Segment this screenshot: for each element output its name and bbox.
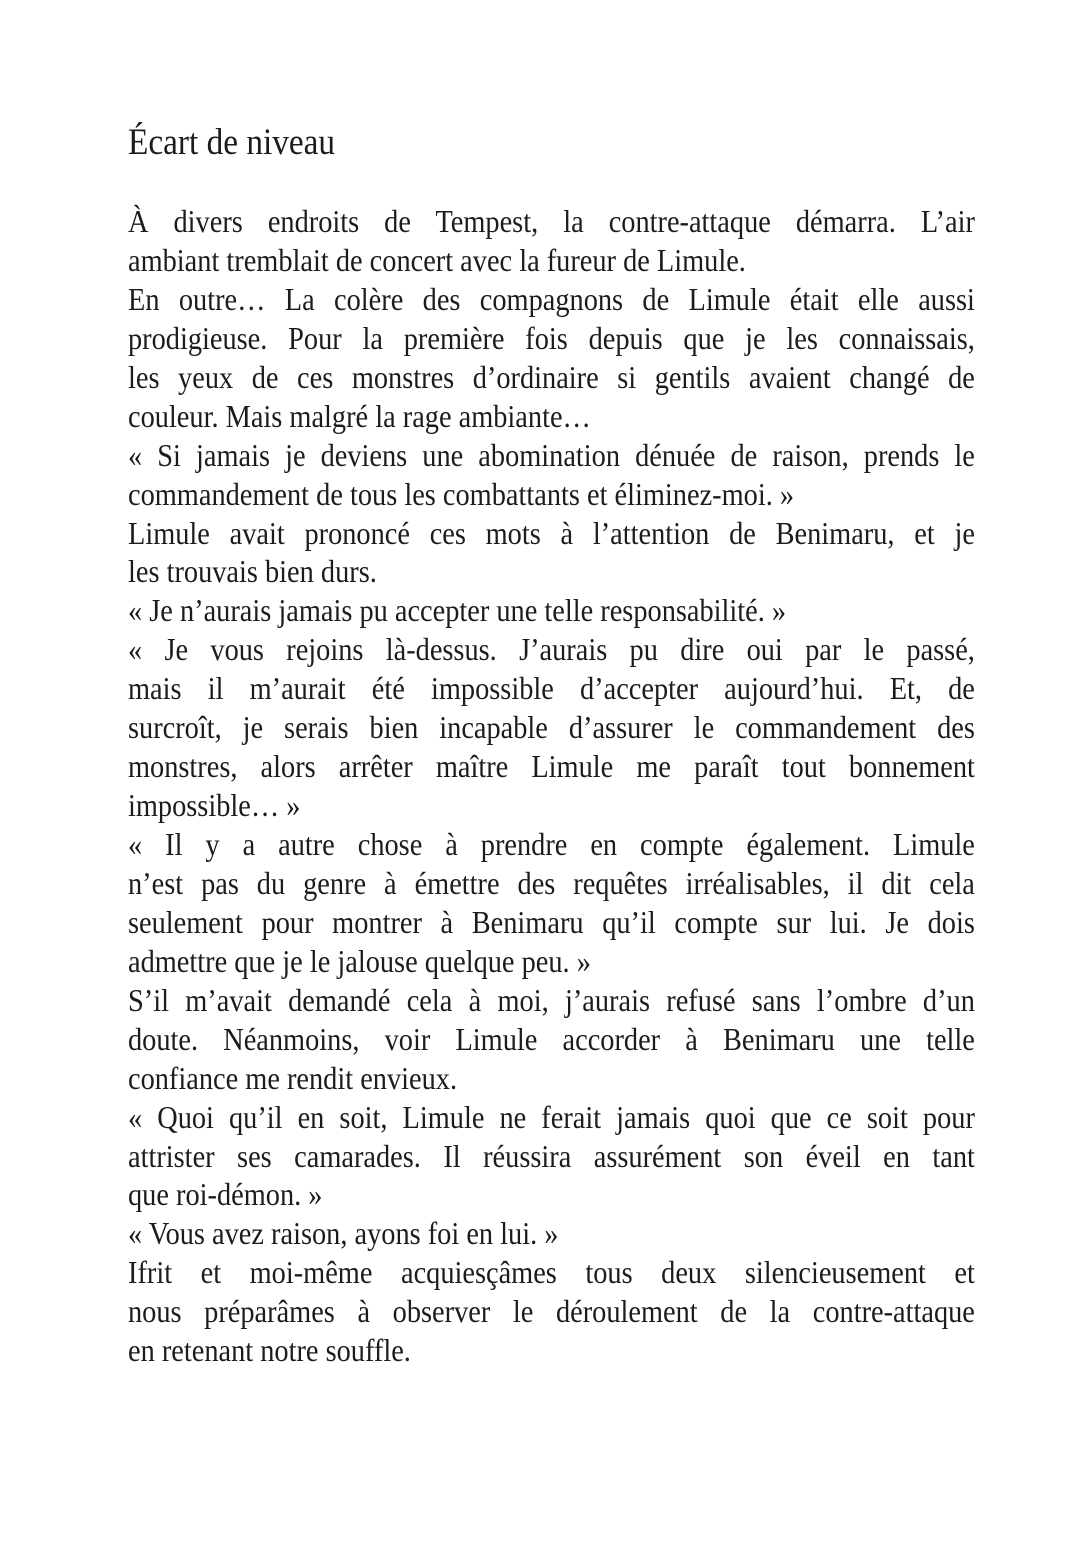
text-line: ambiant tremblait de concert avec la fureur de Limule. xyxy=(128,242,746,278)
text-line: les yeux de ces monstres d’ordinaire si gentils avaient changé de xyxy=(128,359,975,395)
text-line: confiance me rendit envieux. xyxy=(128,1060,458,1096)
text-line: En outre… La colère des compagnons de Limule était elle aussi xyxy=(128,281,975,317)
text-line: « Vous avez raison, ayons foi en lui. » xyxy=(128,1216,559,1252)
text-line: mais il m’aurait été impossible d’accepter aujourd’hui. Et, de xyxy=(128,671,975,707)
text-line: en retenant notre souffle. xyxy=(128,1333,411,1369)
text-line: nous préparâmes à observer le déroulement de la contre-attaque xyxy=(128,1294,975,1330)
text-line: impossible… » xyxy=(128,788,301,824)
text-line: monstres, alors arrêter maître Limule me paraît tout bonnement xyxy=(128,749,975,785)
text-line: couleur. Mais malgré la rage ambiante… xyxy=(128,398,591,434)
text-line: « Je n’aurais jamais pu accepter une telle responsabilité. » xyxy=(128,593,787,629)
text-line: « Si jamais je deviens une abomination dénuée de raison, prends le xyxy=(128,437,975,473)
text-line: seulement pour montrer à Benimaru qu’il compte sur lui. Je dois xyxy=(128,904,975,940)
text-line: S’il m’avait demandé cela à moi, j’aurais refusé sans l’ombre d’un xyxy=(128,982,975,1018)
text-line: commandement de tous les combattants et éliminez-moi. » xyxy=(128,476,795,512)
text-line: admettre que je le jalouse quelque peu. » xyxy=(128,943,591,979)
chapter-title: Écart de niveau xyxy=(128,122,336,163)
text-line: À divers endroits de Tempest, la contre-attaque démarra. L’air xyxy=(128,204,975,239)
text-line: que roi-démon. » xyxy=(128,1177,323,1213)
text-line: attrister ses camarades. Il réussira assurément son éveil en tant xyxy=(128,1138,975,1174)
text-line: « Je vous rejoins là-dessus. J’aurais pu dire oui par le passé, xyxy=(128,632,975,668)
text-line: surcroît, je serais bien incapable d’assurer le commandement des xyxy=(128,710,975,746)
body-text xyxy=(128,203,975,1371)
text-line: Ifrit et moi-même acquiesçâmes tous deux silencieusement et xyxy=(128,1255,975,1291)
text-line: doute. Néanmoins, voir Limule accorder à Benimaru une telle xyxy=(128,1021,975,1057)
text-line: les trouvais bien durs. xyxy=(128,554,377,590)
text-line: « Quoi qu’il en soit, Limule ne ferait jamais quoi que ce soit pour xyxy=(128,1099,975,1135)
text-line: n’est pas du genre à émettre des requêtes irréalisables, il dit cela xyxy=(128,865,975,901)
text-line: Limule avait prononcé ces mots à l’attention de Benimaru, et je xyxy=(128,515,975,551)
text-line: « Il y a autre chose à prendre en compte également. Limule xyxy=(128,827,975,862)
text-line: prodigieuse. Pour la première fois depuis que je les connaissais, xyxy=(128,320,975,356)
